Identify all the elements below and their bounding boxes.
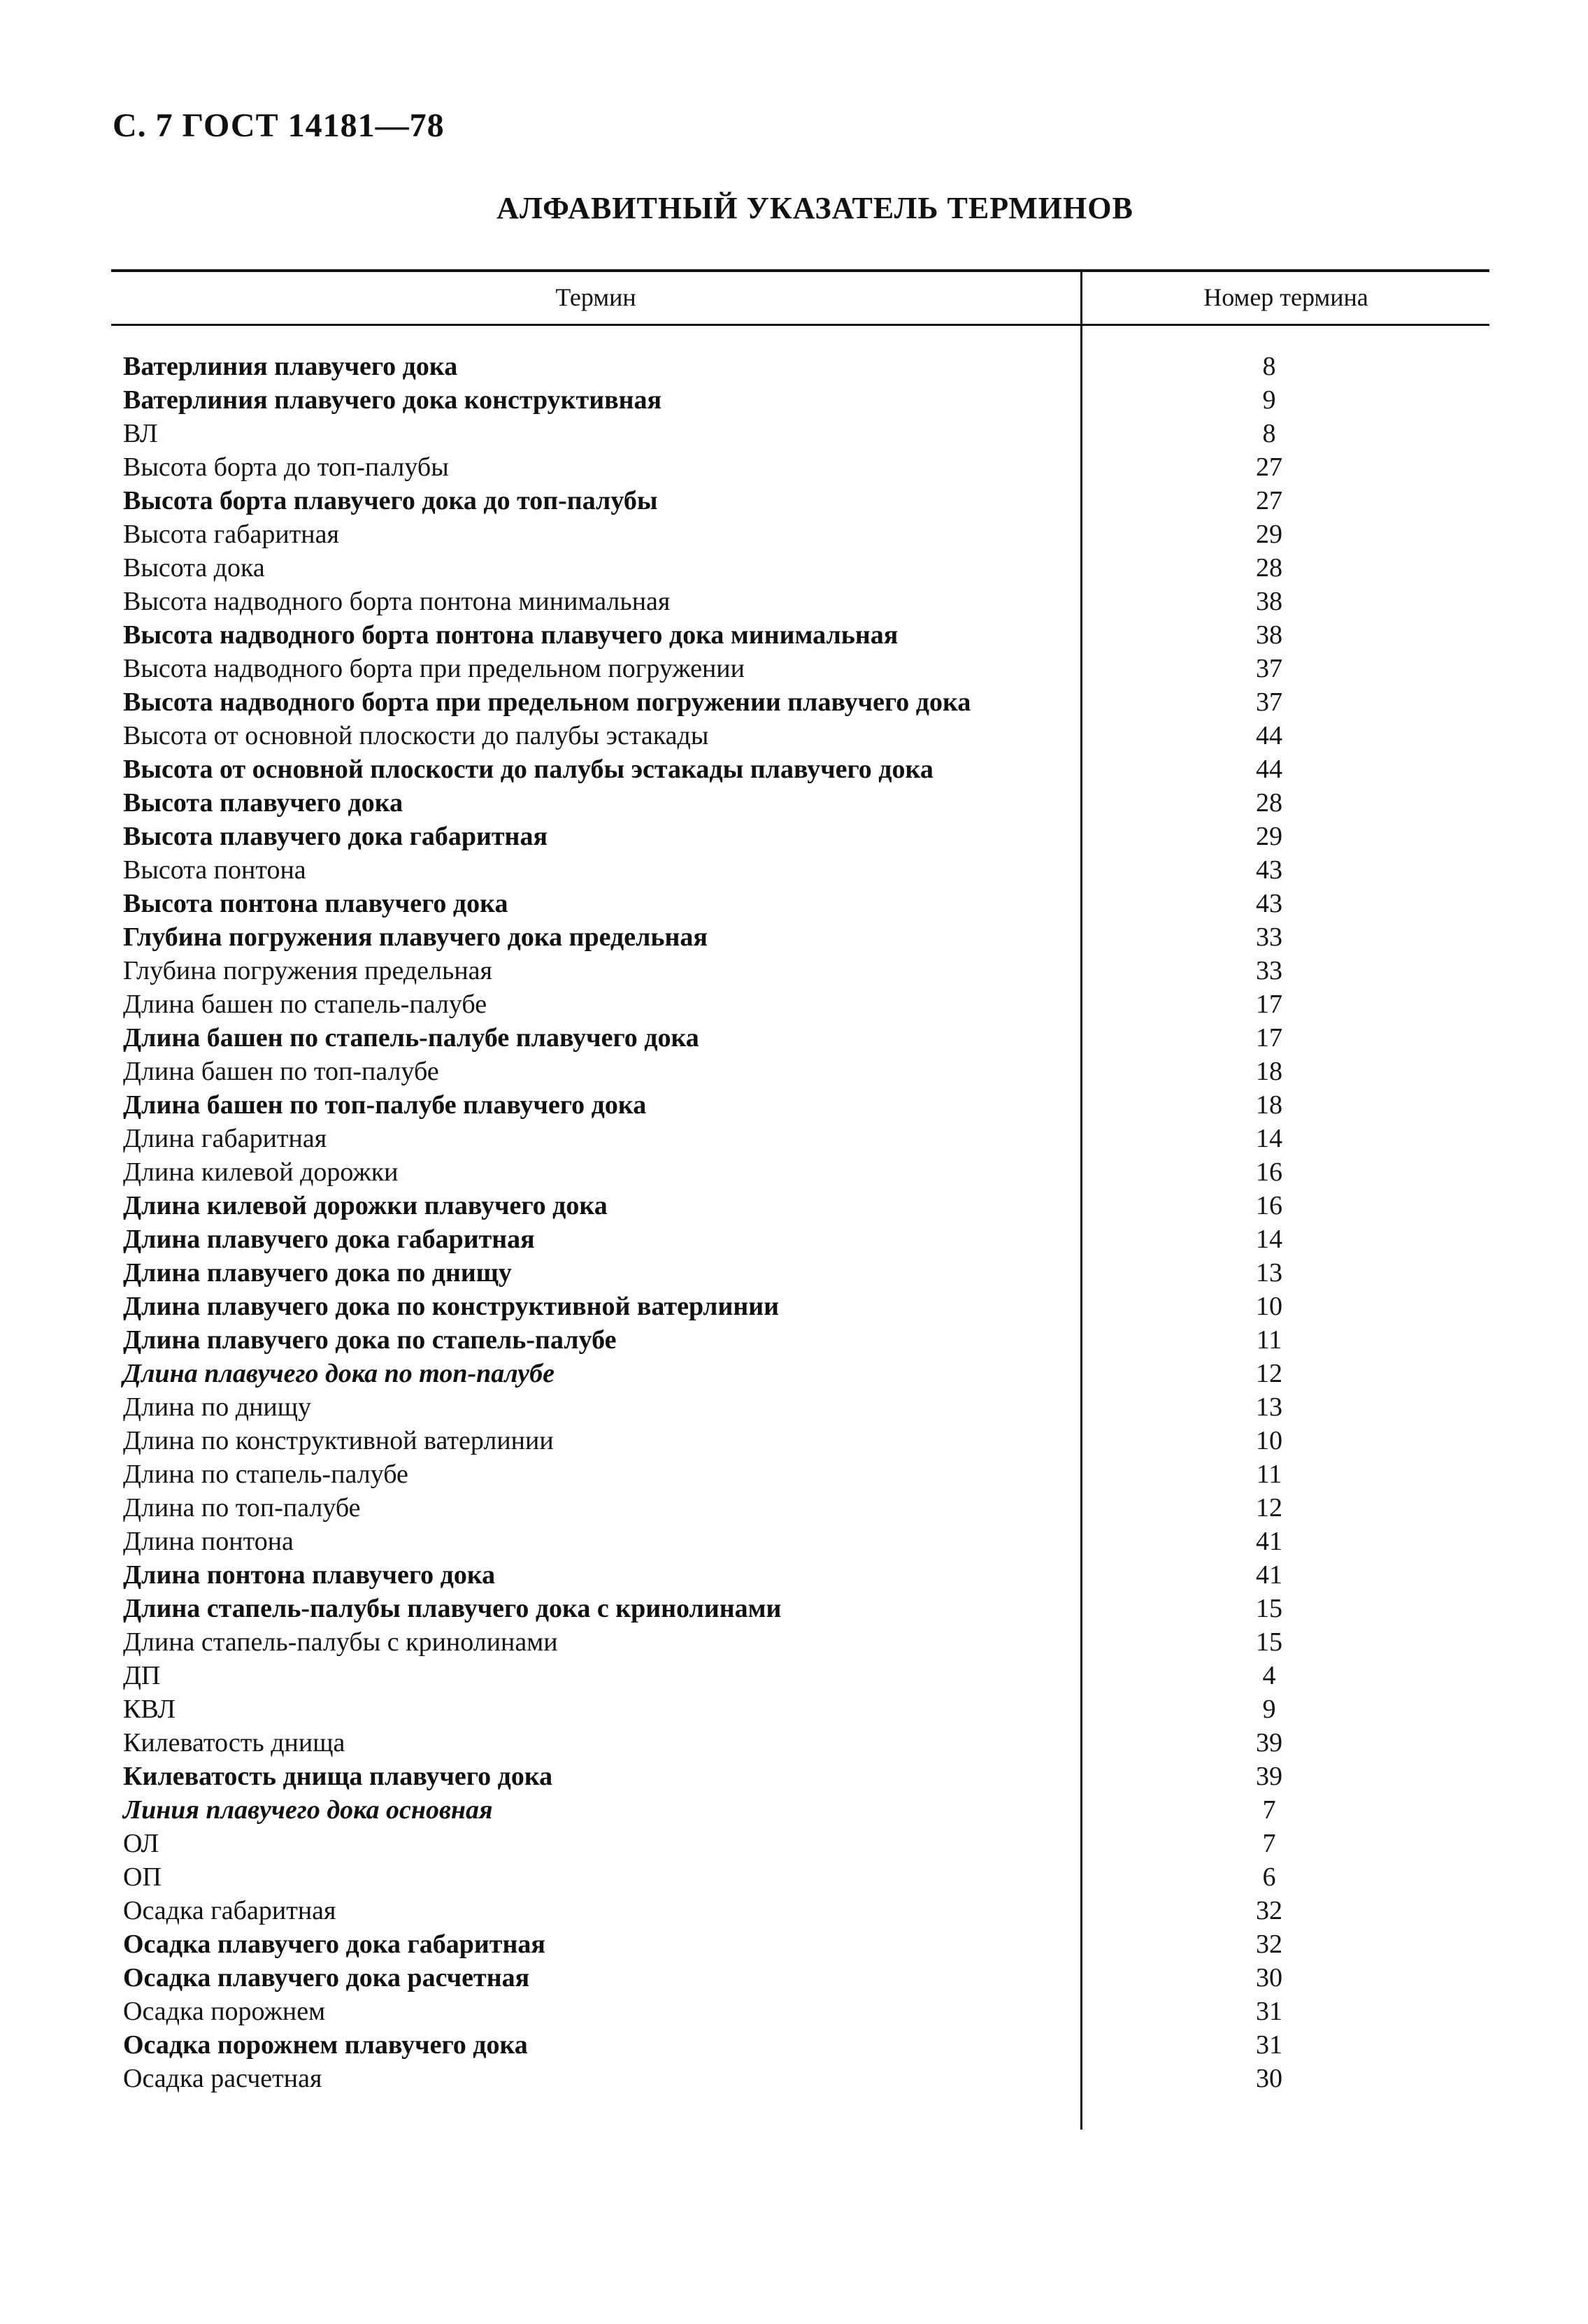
term-text: Длина понтона плавучего дока (123, 1560, 496, 1590)
term-number: 17 (1256, 1023, 1282, 1053)
table-row (0, 1189, 1588, 1222)
term-text: Высота от основной плоскости до палубы эстакады плавучего дока (123, 755, 934, 784)
term-number: 6 (1262, 1862, 1276, 1892)
table-row (0, 1692, 1588, 1726)
term-text: Длина по стапель-палубе (123, 1460, 408, 1489)
term-number: 13 (1256, 1392, 1282, 1422)
table-row (0, 518, 1588, 551)
term-number: 16 (1256, 1157, 1282, 1187)
table-row (0, 585, 1588, 618)
table-row (0, 1827, 1588, 1860)
term-text: Высота надводного борта понтона плавучего дока минимальная (123, 620, 899, 650)
term-number: 31 (1256, 2030, 1282, 2060)
table-row (0, 1961, 1588, 1995)
term-text: Ватерлиния плавучего дока (123, 352, 458, 381)
term-number: 29 (1256, 822, 1282, 851)
term-number: 30 (1256, 1963, 1282, 1992)
term-number: 10 (1256, 1426, 1282, 1455)
table-row (0, 383, 1588, 417)
table-row (0, 1793, 1588, 1827)
table-row (0, 887, 1588, 920)
term-number: 27 (1256, 452, 1282, 482)
term-text: Глубина погружения предельная (123, 956, 493, 985)
table-row (0, 652, 1588, 685)
term-text: Высота понтона (123, 855, 306, 885)
table-row (0, 1995, 1588, 2028)
table-row (0, 1760, 1588, 1793)
term-text: Длина понтона (123, 1527, 294, 1556)
term-number: 12 (1256, 1493, 1282, 1523)
term-text: Высота понтона плавучего дока (123, 889, 508, 918)
column-header-number: Номер термина (1203, 283, 1368, 311)
term-text: Длина плавучего дока по стапель-палубе (123, 1325, 617, 1355)
term-text: Осадка плавучего дока габаритная (123, 1930, 545, 1959)
term-text: Высота надводного борта понтона минимальная (123, 587, 671, 616)
term-text: Осадка порожнем плавучего дока (123, 2030, 528, 2060)
term-text: Длина башен по стапель-палубе (123, 990, 487, 1019)
table-row (0, 618, 1588, 652)
term-text: Высота надводного борта при предельном погружении плавучего дока (123, 687, 971, 717)
term-number: 15 (1256, 1594, 1282, 1623)
term-number: 33 (1256, 956, 1282, 985)
table-row (0, 1290, 1588, 1323)
table-row (0, 1659, 1588, 1692)
table-row (0, 1390, 1588, 1424)
term-text: Осадка расчетная (123, 2064, 322, 2093)
table-row (0, 1122, 1588, 1155)
table-row (0, 551, 1588, 585)
term-index-list (0, 350, 1588, 2095)
table-header-rule (111, 324, 1489, 326)
term-number: 18 (1256, 1057, 1282, 1086)
table-row (0, 2062, 1588, 2095)
term-number: 44 (1256, 755, 1282, 784)
term-text: Длина килевой дорожки плавучего дока (123, 1191, 608, 1220)
term-text: Длина башен по стапель-палубе плавучего дока (123, 1023, 699, 1053)
term-text: Глубина погружения плавучего дока предельная (123, 922, 708, 952)
term-number: 7 (1262, 1795, 1276, 1825)
term-text: Высота плавучего дока габаритная (123, 822, 548, 851)
term-number: 14 (1256, 1124, 1282, 1153)
term-number: 43 (1256, 855, 1282, 885)
table-row (0, 1222, 1588, 1256)
table-row (0, 1256, 1588, 1290)
term-text: Длина стапель-палубы плавучего дока с кринолинами (123, 1594, 782, 1623)
term-text: ОЛ (123, 1829, 159, 1858)
table-row (0, 1021, 1588, 1055)
term-number: 41 (1256, 1560, 1282, 1590)
table-row (0, 1357, 1588, 1390)
term-number: 41 (1256, 1527, 1282, 1556)
term-number: 32 (1256, 1930, 1282, 1959)
term-number: 9 (1262, 1695, 1276, 1724)
term-number: 16 (1256, 1191, 1282, 1220)
term-text: Длина стапель-палубы с кринолинами (123, 1627, 558, 1657)
table-row (0, 1592, 1588, 1625)
term-number: 29 (1256, 520, 1282, 549)
term-text: Длина по днищу (123, 1392, 312, 1422)
table-row (0, 786, 1588, 820)
table-row (0, 1323, 1588, 1357)
term-number: 39 (1256, 1728, 1282, 1758)
term-number: 31 (1256, 1997, 1282, 2026)
term-number: 9 (1262, 385, 1276, 415)
table-row (0, 1088, 1588, 1122)
term-number: 4 (1262, 1661, 1276, 1690)
page-header: С. 7 ГОСТ 14181—78 (113, 107, 445, 144)
term-text: Длина плавучего дока по топ-палубе (123, 1359, 555, 1388)
term-text: Осадка плавучего дока расчетная (123, 1963, 530, 1992)
term-text: Высота надводного борта при предельном погружении (123, 654, 745, 683)
table-row (0, 484, 1588, 518)
term-number: 11 (1256, 1325, 1282, 1355)
term-text: Длина плавучего дока по днищу (123, 1258, 512, 1288)
term-text: Длина плавучего дока габаритная (123, 1225, 535, 1254)
table-row (0, 1491, 1588, 1525)
table-row (0, 1525, 1588, 1558)
table-row (0, 1726, 1588, 1760)
term-text: Высота дока (123, 553, 265, 583)
term-number: 11 (1256, 1460, 1282, 1489)
term-text: Ватерлиния плавучего дока конструктивная (123, 385, 662, 415)
term-number: 32 (1256, 1896, 1282, 1925)
table-row (0, 954, 1588, 988)
term-number: 44 (1256, 721, 1282, 750)
table-row (0, 753, 1588, 786)
table-row (0, 450, 1588, 484)
term-number: 37 (1256, 654, 1282, 683)
table-row (0, 1927, 1588, 1961)
table-top-rule (111, 269, 1489, 272)
term-number: 33 (1256, 922, 1282, 952)
term-number: 27 (1256, 486, 1282, 515)
term-number: 37 (1256, 687, 1282, 717)
table-row (0, 853, 1588, 887)
term-number: 43 (1256, 889, 1282, 918)
table-row (0, 1860, 1588, 1894)
column-header-term: Термин (555, 283, 636, 311)
term-number: 18 (1256, 1090, 1282, 1120)
table-row (0, 1894, 1588, 1927)
term-text: Высота борта до топ-палубы (123, 452, 449, 482)
table-row (0, 1625, 1588, 1659)
table-row (0, 719, 1588, 753)
table-row (0, 820, 1588, 853)
table-row (0, 685, 1588, 719)
term-number: 7 (1262, 1829, 1276, 1858)
term-text: Осадка габаритная (123, 1896, 336, 1925)
term-number: 17 (1256, 990, 1282, 1019)
term-text: Длина по конструктивной ватерлинии (123, 1426, 554, 1455)
term-number: 8 (1262, 352, 1276, 381)
term-text: Длина килевой дорожки (123, 1157, 399, 1187)
term-number: 38 (1256, 587, 1282, 616)
term-text: ВЛ (123, 419, 158, 448)
term-text: Высота габаритная (123, 520, 339, 549)
term-number: 12 (1256, 1359, 1282, 1388)
term-text: Высота плавучего дока (123, 788, 403, 818)
term-text: КВЛ (123, 1695, 176, 1724)
term-number: 28 (1256, 553, 1282, 583)
term-number: 38 (1256, 620, 1282, 650)
page-title: АЛФАВИТНЫЙ УКАЗАТЕЛЬ ТЕРМИНОВ (496, 191, 1133, 225)
table-row (0, 417, 1588, 450)
table-row (0, 920, 1588, 954)
table-row (0, 350, 1588, 383)
term-text: Длина плавучего дока по конструктивной ватерлинии (123, 1292, 780, 1321)
term-text: Осадка порожнем (123, 1997, 326, 2026)
term-number: 28 (1256, 788, 1282, 818)
table-row (0, 988, 1588, 1021)
term-number: 39 (1256, 1762, 1282, 1791)
term-number: 13 (1256, 1258, 1282, 1288)
table-row (0, 1155, 1588, 1189)
term-text: Килеватость днища (123, 1728, 345, 1758)
table-row (0, 1055, 1588, 1088)
term-text: Длина башен по топ-палубе плавучего дока (123, 1090, 647, 1120)
table-row (0, 1424, 1588, 1457)
term-number: 10 (1256, 1292, 1282, 1321)
table-row (0, 1558, 1588, 1592)
term-text: Высота борта плавучего дока до топ-палубы (123, 486, 658, 515)
term-text: Высота от основной плоскости до палубы эстакады (123, 721, 709, 750)
term-text: Длина габаритная (123, 1124, 327, 1153)
term-text: Длина башен по топ-палубе (123, 1057, 439, 1086)
term-text: Килеватость днища плавучего дока (123, 1762, 553, 1791)
term-text: Длина по топ-палубе (123, 1493, 361, 1523)
term-text: ОП (123, 1862, 162, 1892)
term-number: 14 (1256, 1225, 1282, 1254)
term-number: 8 (1262, 419, 1276, 448)
term-number: 30 (1256, 2064, 1282, 2093)
term-number: 15 (1256, 1627, 1282, 1657)
table-row (0, 1457, 1588, 1491)
table-row (0, 2028, 1588, 2062)
term-text: Линия плавучего дока основная (123, 1795, 493, 1825)
term-text: ДП (123, 1661, 161, 1690)
